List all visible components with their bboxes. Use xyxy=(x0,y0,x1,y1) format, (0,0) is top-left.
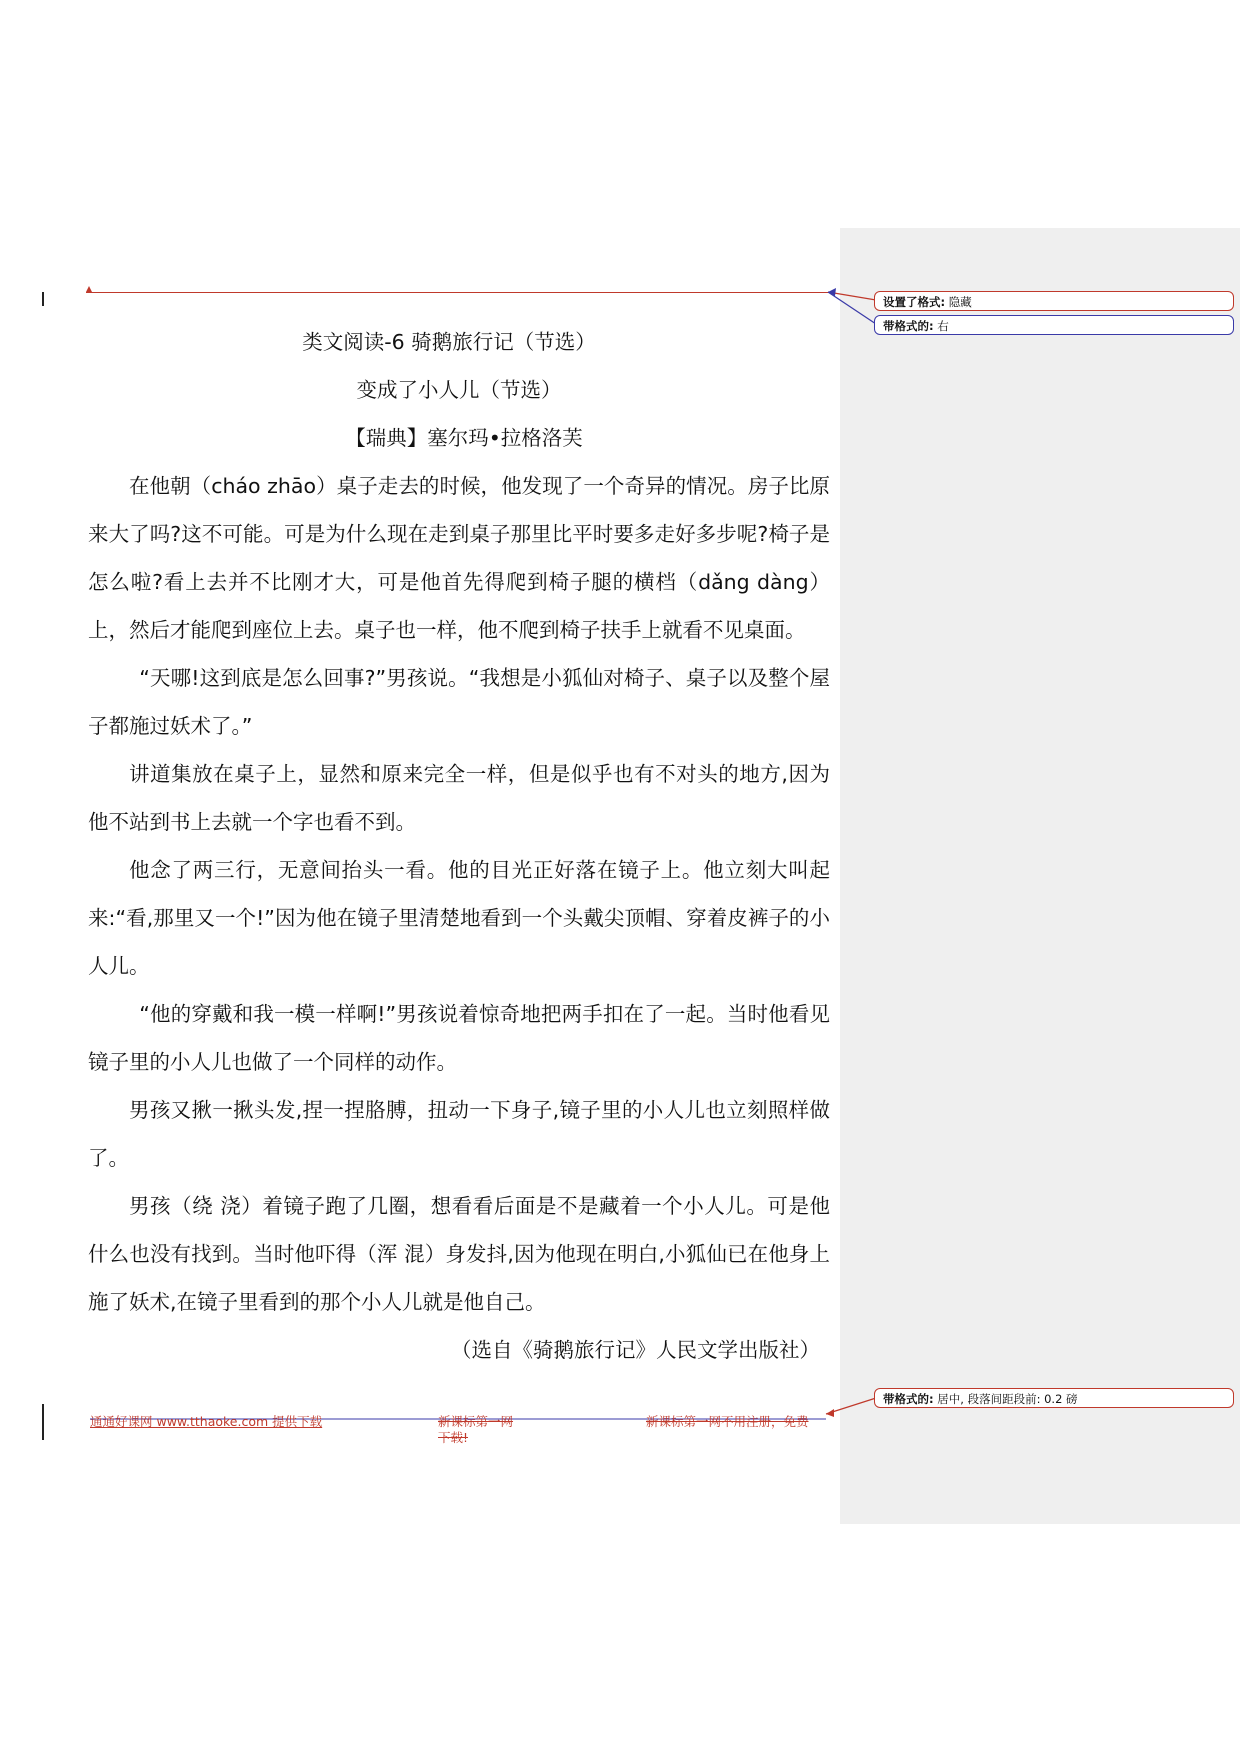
source-citation: （选自《骑鹅旅行记》人民文学出版社） xyxy=(451,1338,820,1362)
paragraph: 男孩（绕 浇）着镜子跑了几圈，想看看后面是不是藏着一个小人儿。可是他什么也没有找到。当时他吓得（浑 混）身发抖,因为他现在明白,小狐仙已在他身上施了妖术,在镜子里看到的那个小人儿就是他自己。 xyxy=(88,1194,830,1314)
comment-value: 隐藏 xyxy=(948,295,972,309)
comment-label: 带格式的: xyxy=(883,1392,934,1406)
comment-value: 右 xyxy=(937,319,949,333)
leader-line-2 xyxy=(828,292,876,324)
comment-balloon-center[interactable] xyxy=(874,1388,1234,1408)
document-subtitle: 变成了小人儿（节选） xyxy=(356,378,562,402)
revision-anchor-top xyxy=(86,286,92,292)
document-author: 【瑞典】塞尔玛•拉格洛芙 xyxy=(345,426,583,450)
footer-link-download[interactable]: 下载! xyxy=(438,1430,469,1445)
footer-link-tthaoke[interactable]: 通通好课网 www.tthaoke.com 提供下载 xyxy=(90,1414,323,1429)
comment-balloon-hidden[interactable] xyxy=(874,291,1234,311)
comment-label: 带格式的: xyxy=(883,319,934,333)
footer-link-xkb1[interactable]: 新课标第一网 xyxy=(438,1414,514,1429)
paragraph: “他的穿戴和我一模一样啊!”男孩说着惊奇地把两手扣在了一起。当时他看见镜子里的小人儿也做了一个同样的动作。 xyxy=(88,1002,830,1074)
comment-label: 设置了格式: xyxy=(883,295,946,309)
document-title: 类文阅读-6 骑鹅旅行记（节选） xyxy=(302,330,596,354)
footer-link-free[interactable]: 新课标第一网不用注册，免费 xyxy=(646,1414,809,1429)
paragraph: 男孩又揪一揪头发,捏一捏胳膊，扭动一下身子,镜子里的小人儿也立刻照样做了。 xyxy=(88,1098,830,1170)
document-body xyxy=(88,318,830,1374)
paragraph: 讲道集放在桌子上，显然和原来完全一样，但是似乎也有不对头的地方,因为他不站到书上去就一个字也看不到。 xyxy=(88,762,830,834)
paragraph: 在他朝（cháo zhāo）桌子走去的时候，他发现了一个奇异的情况。房子比原来大了吗?这不可能。可是为什么现在走到桌子那里比平时要多走好多步呢?椅子是怎么啦?看上去并不比刚才大，可是他首先得爬到椅子腿的横档（dǎng dàng）上，然后才能爬到座位上去。桌子也一样，他不爬到椅子扶手上就看不见桌面。 xyxy=(88,474,830,642)
paragraph: 他念了两三行，无意间抬头一看。他的目光正好落在镜子上。他立刻大叫起来:“看,那里又一个!”因为他在镜子里清楚地看到一个头戴尖顶帽、穿着皮裤子的小人儿。 xyxy=(88,858,830,978)
comment-balloon-right[interactable] xyxy=(874,315,1234,335)
paragraph: “天哪!这到底是怎么回事?”男孩说。“我想是小狐仙对椅子、桌子以及整个屋子都施过妖术了。” xyxy=(88,666,830,738)
comment-value: 居中, 段落间距段前: 0.2 磅 xyxy=(937,1392,1078,1406)
